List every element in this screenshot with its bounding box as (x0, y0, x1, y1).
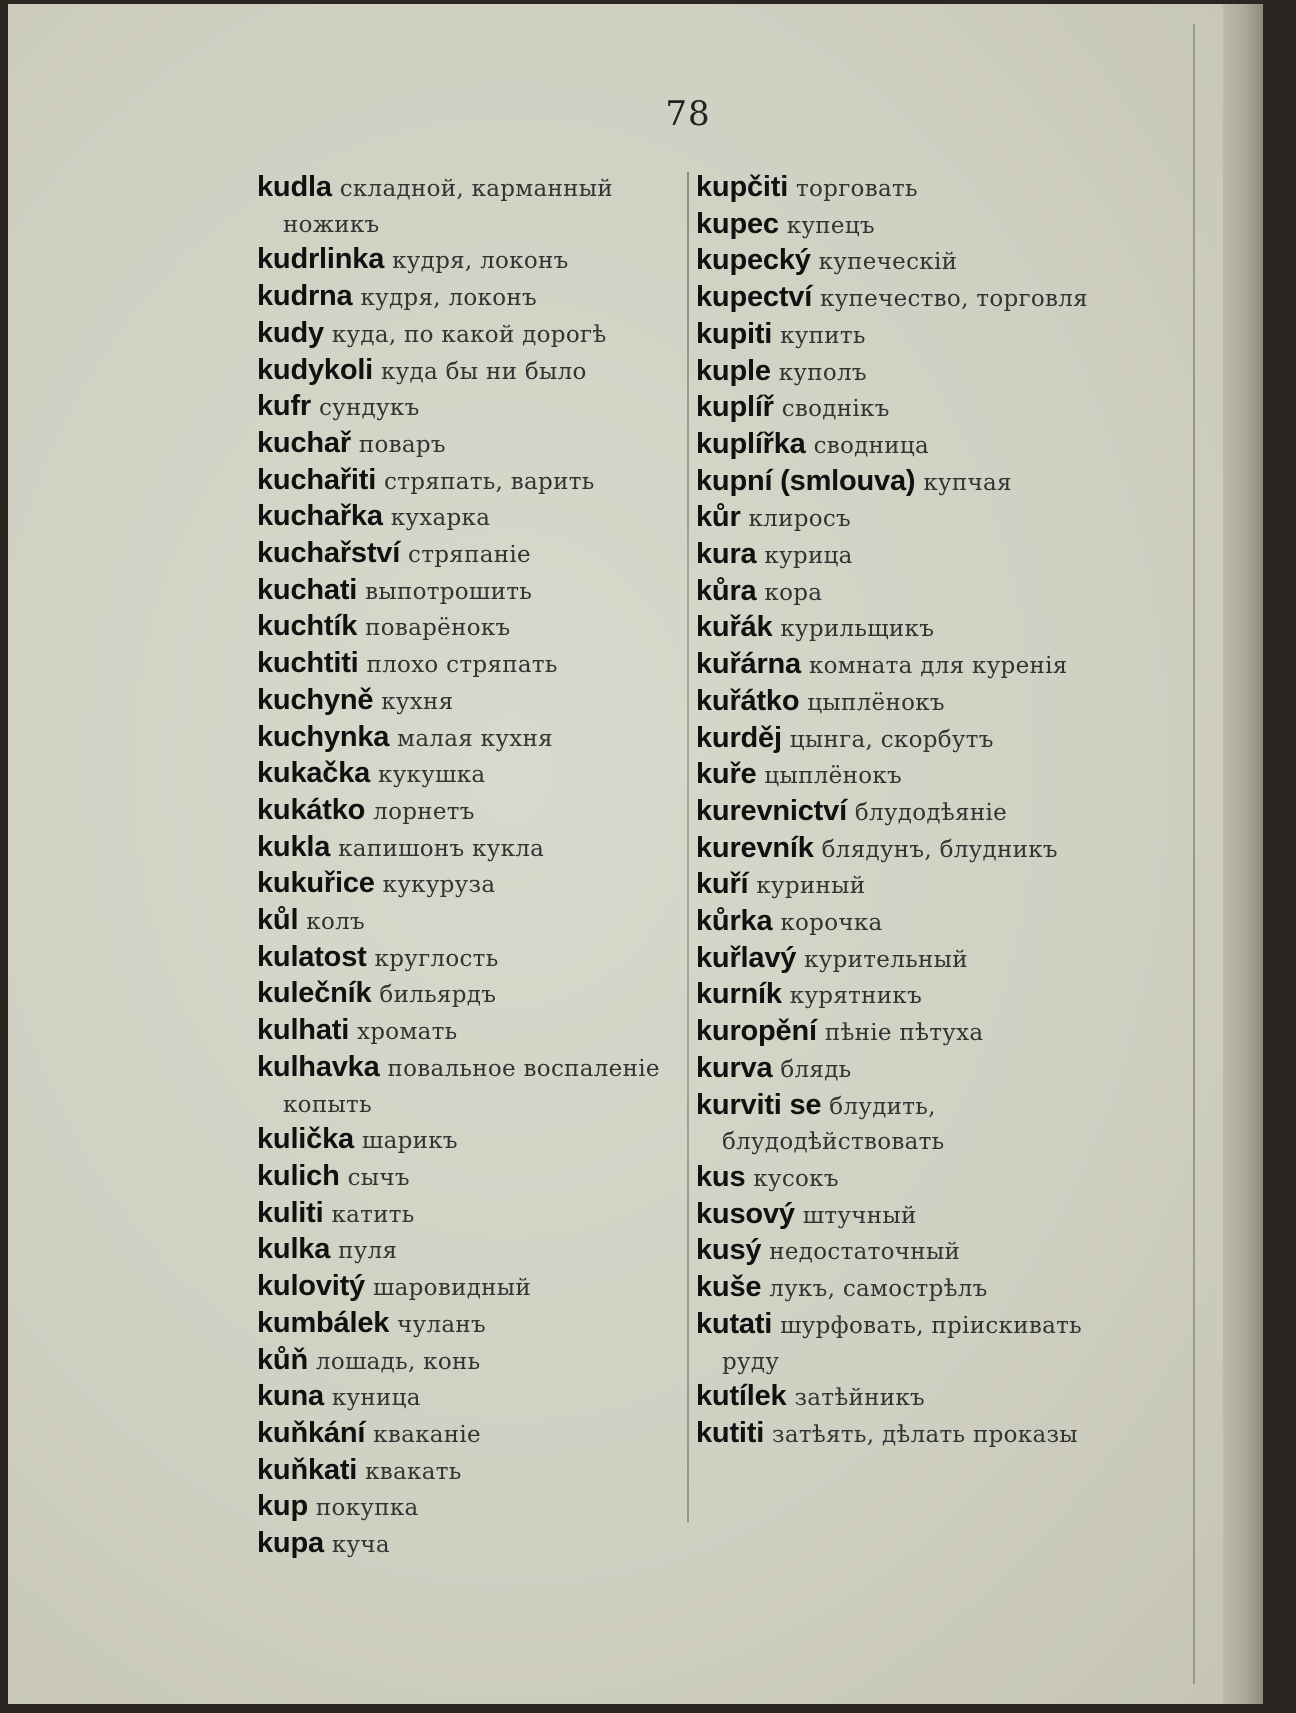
entry-translation: кора (764, 579, 823, 606)
entry-translation: куча (331, 1532, 390, 1559)
dictionary-entry (696, 574, 1116, 611)
dictionary-entry (257, 426, 679, 463)
entry-headword: kůl (257, 904, 299, 937)
entry-headword: kuchař (257, 426, 351, 459)
entry-translation: стряпаніе (408, 542, 531, 569)
entry-translation: кукушка (378, 762, 486, 789)
entry-headword: kutati (696, 1307, 773, 1340)
entry-headword: kuře (696, 758, 757, 791)
dictionary-entry (257, 1122, 679, 1159)
dictionary-entry (257, 830, 679, 867)
dictionary-entry (257, 866, 679, 903)
entry-translation: корочка (780, 910, 883, 937)
entry-translation: лорнетъ (373, 798, 475, 825)
entry-headword: kuňkati (257, 1453, 358, 1486)
dictionary-entry (696, 904, 1116, 941)
entry-translation: купечество, торговля (820, 286, 1088, 313)
entry-headword: kuchařka (257, 500, 383, 533)
entry-translation: повальное воспаленіе копыть (283, 1055, 660, 1118)
dictionary-entry (257, 903, 679, 940)
dictionary-entry (257, 1013, 679, 1050)
entry-translation: поваръ (358, 431, 446, 458)
dictionary-entry (696, 721, 1116, 758)
dictionary-entry (696, 207, 1116, 244)
entry-headword: kutílek (696, 1380, 787, 1413)
entry-translation: куриный (756, 873, 866, 900)
entry-translation: цынга, скорбутъ (789, 726, 994, 753)
entry-headword: kuchyně (257, 683, 374, 716)
entry-headword: kuchati (257, 573, 358, 606)
dictionary-entry (696, 610, 1116, 647)
entry-headword: kusový (696, 1197, 795, 1230)
entry-headword: kuchtík (257, 610, 358, 643)
entry-translation: курятникъ (789, 983, 923, 1010)
entry-translation: пѣніе пѣтуха (824, 1020, 984, 1047)
dictionary-entry (696, 831, 1116, 868)
entry-headword: kurevník (696, 831, 814, 864)
entry-headword: kupectví (696, 281, 813, 314)
dictionary-entry (257, 1489, 679, 1526)
entry-headword: kuří (696, 868, 749, 901)
page-fold-line (1193, 24, 1195, 1684)
dictionary-entry (257, 976, 679, 1013)
entry-translation: складной, карманный ножикъ (283, 176, 613, 238)
entry-translation: куница (331, 1385, 421, 1412)
entry-translation: своднікъ (781, 396, 890, 423)
entry-headword: kutiti (696, 1416, 765, 1449)
entry-headword: kuchařství (257, 537, 401, 570)
dictionary-entry (696, 464, 1116, 501)
entry-headword: kurník (696, 978, 782, 1011)
dictionary-entry (257, 1232, 679, 1269)
entry-headword: kůra (696, 574, 757, 607)
entry-headword: kuliti (257, 1196, 324, 1229)
entry-translation: квакать (365, 1458, 462, 1485)
entry-headword: kůr (696, 501, 741, 534)
dictionary-entry (696, 1088, 1116, 1160)
dictionary-entry (257, 720, 679, 757)
entry-headword: kuňkání (257, 1416, 366, 1449)
entry-translation: шурфовать, пріискивать руду (722, 1312, 1082, 1375)
entry-translation: кукуруза (382, 872, 496, 899)
entry-translation: стряпать, варить (384, 468, 595, 495)
entry-translation: кудря, локонъ (360, 285, 537, 312)
entry-headword: kuna (257, 1380, 324, 1413)
dictionary-entry (257, 1306, 679, 1343)
dictionary-entry (696, 684, 1116, 721)
dictionary-entry (257, 389, 679, 426)
dictionary-entry (696, 243, 1116, 280)
dictionary-entry (696, 390, 1116, 427)
entry-headword: kulich (257, 1159, 340, 1192)
dictionary-entry (696, 867, 1116, 904)
entry-headword: kuřárna (696, 648, 801, 681)
dictionary-entry (257, 646, 679, 683)
dictionary-entry (696, 1416, 1116, 1453)
entry-headword: kudla (257, 171, 332, 203)
entry-translation: хромать (357, 1019, 458, 1046)
entry-headword: kůrka (696, 905, 773, 938)
entry-headword: kudrlinka (257, 243, 385, 276)
entry-headword: kulička (257, 1123, 354, 1156)
dictionary-entry (257, 1159, 679, 1196)
dictionary-entry (257, 1269, 679, 1306)
dictionary-entry (257, 609, 679, 646)
entry-headword: kuše (696, 1271, 762, 1304)
entry-translation: шаровидный (372, 1275, 532, 1302)
dictionary-entry (696, 500, 1116, 537)
entry-translation: курильщикъ (780, 616, 935, 643)
entry-headword: kupní (smlouva) (696, 464, 916, 497)
entry-headword: kupec (696, 207, 779, 240)
entry-headword: kupčiti (696, 171, 789, 203)
entry-headword: kupa (257, 1527, 324, 1560)
entry-translation: блудодѣяніе (854, 799, 1008, 826)
entry-translation: сычъ (347, 1164, 410, 1191)
entry-translation: выпотрошить (365, 578, 533, 605)
dictionary-entry (257, 536, 679, 573)
dictionary-entry (696, 1160, 1116, 1197)
entry-translation: сводница (813, 432, 929, 459)
entry-translation: торговать (796, 176, 918, 202)
entry-headword: kupiti (696, 317, 773, 350)
entry-headword: kůň (257, 1343, 308, 1376)
entry-translation: колъ (306, 909, 365, 936)
dictionary-entry (696, 1051, 1116, 1088)
entry-translation: куполъ (778, 359, 867, 386)
dictionary-entry (257, 316, 679, 353)
entry-translation: кухня (381, 688, 454, 715)
entry-translation: купецъ (786, 212, 875, 239)
entry-headword: kumbálek (257, 1306, 390, 1339)
entry-headword: kudy (257, 316, 324, 349)
entry-translation: бильярдъ (379, 982, 497, 1009)
entry-headword: kukačka (257, 757, 371, 790)
entry-translation: шарикъ (361, 1128, 458, 1155)
dictionary-entry (257, 793, 679, 830)
entry-translation: катить (331, 1201, 415, 1228)
dictionary-entry (257, 1196, 679, 1233)
dictionary-entry (257, 279, 679, 316)
entry-translation: пуля (338, 1238, 398, 1265)
entry-translation: покупка (315, 1495, 419, 1522)
entry-headword: kudykoli (257, 353, 374, 386)
dictionary-entry (696, 427, 1116, 464)
entry-translation: круглость (374, 945, 499, 972)
entry-headword: kukátko (257, 793, 366, 826)
dictionary-entry (696, 280, 1116, 317)
entry-headword: kukla (257, 830, 331, 863)
dictionary-entry (257, 1453, 679, 1490)
dictionary-entry (257, 1526, 679, 1563)
entry-translation: лошадь, конь (315, 1348, 481, 1375)
entry-translation: кудря, локонъ (392, 248, 569, 275)
entry-headword: kuropění (696, 1015, 817, 1048)
dictionary-entry (696, 1270, 1116, 1307)
left-column (257, 170, 679, 1563)
entry-headword: kudrna (257, 280, 353, 313)
entry-translation: кусокъ (753, 1165, 839, 1192)
entry-translation: клиросъ (748, 506, 851, 533)
entry-headword: kulhavka (257, 1050, 380, 1083)
entry-headword: kulatost (257, 940, 367, 973)
dictionary-entry (696, 647, 1116, 684)
dictionary-entry (696, 1379, 1116, 1416)
entry-translation: блудить, блудодѣйствовать (722, 1093, 945, 1156)
entry-translation: цыплёнокъ (807, 689, 945, 716)
entry-translation: затѣять, дѣлать проказы (772, 1421, 1078, 1448)
entry-headword: kuřák (696, 611, 773, 644)
entry-headword: kuplíř (696, 391, 774, 424)
entry-translation: купеческій (818, 249, 958, 276)
entry-headword: kuplířka (696, 427, 806, 460)
dictionary-entry (696, 941, 1116, 978)
entry-headword: kulovitý (257, 1270, 365, 1303)
entry-translation: плохо стряпать (366, 652, 558, 679)
dictionary-entry (696, 354, 1116, 391)
entry-translation: штучный (802, 1202, 917, 1229)
dictionary-entry (696, 757, 1116, 794)
entry-translation: курица (764, 543, 853, 570)
dictionary-entry (257, 940, 679, 977)
dictionary-entry (696, 1014, 1116, 1051)
dictionary-entry (696, 794, 1116, 831)
dictionary-entry (257, 683, 679, 720)
dictionary-entry (696, 1233, 1116, 1270)
entry-headword: kurva (696, 1051, 773, 1084)
entry-translation: капишонъ кукла (338, 835, 545, 862)
entry-headword: kura (696, 538, 757, 571)
page-spine-edge (1223, 4, 1263, 1704)
entry-translation: сундукъ (318, 395, 420, 422)
entry-translation: малая кухня (397, 725, 553, 752)
book-page (8, 4, 1263, 1704)
entry-translation: блядунъ, блудникъ (821, 836, 1058, 863)
dictionary-entry (696, 317, 1116, 354)
dictionary-entry (696, 537, 1116, 574)
entry-headword: kurděj (696, 721, 782, 754)
entry-headword: kuřlavý (696, 941, 797, 974)
entry-headword: kus (696, 1160, 746, 1193)
dictionary-entry (257, 170, 679, 242)
entry-translation: кваканіе (373, 1421, 481, 1448)
entry-headword: kuple (696, 354, 771, 387)
dictionary-entry (696, 977, 1116, 1014)
entry-translation: купить (780, 322, 866, 349)
entry-translation: комната для куренія (808, 653, 1068, 680)
dictionary-entry (257, 353, 679, 390)
entry-translation: затѣйникъ (794, 1385, 925, 1412)
dictionary-entry (257, 756, 679, 793)
dictionary-entry (257, 1416, 679, 1453)
dictionary-entry (257, 499, 679, 536)
entry-headword: kulka (257, 1233, 331, 1266)
column-divider (687, 172, 689, 1522)
dictionary-entry (696, 170, 1116, 207)
entry-headword: kuchařiti (257, 463, 377, 496)
entry-translation: чуланъ (397, 1311, 486, 1338)
page-number: 78 (665, 94, 711, 134)
entry-translation: цыплёнокъ (764, 763, 902, 790)
entry-translation: кухарка (390, 505, 491, 532)
entry-headword: kusý (696, 1234, 762, 1267)
entry-translation: купчая (923, 469, 1012, 496)
entry-headword: kup (257, 1490, 308, 1523)
entry-translation: куда, по какой дорогѣ (331, 321, 607, 348)
right-column (696, 170, 1116, 1453)
dictionary-entry (257, 463, 679, 500)
dictionary-entry (696, 1197, 1116, 1234)
entry-translation: лукъ, самострѣлъ (769, 1276, 988, 1303)
entry-headword: kurevnictví (696, 794, 847, 827)
entry-headword: kuchynka (257, 720, 390, 753)
dictionary-entry (257, 573, 679, 610)
entry-translation: недостаточный (769, 1239, 961, 1266)
entry-headword: kufr (257, 390, 311, 423)
entry-headword: kulečník (257, 977, 372, 1010)
dictionary-entry (257, 1050, 679, 1122)
dictionary-entry (257, 1343, 679, 1380)
entry-headword: kulhati (257, 1014, 350, 1047)
entry-headword: kuchtiti (257, 647, 359, 680)
entry-headword: kuřátko (696, 684, 800, 717)
entry-translation: куда бы ни было (381, 358, 587, 385)
entry-translation: блядь (780, 1056, 852, 1083)
dictionary-entry (696, 1307, 1116, 1379)
entry-headword: kupecký (696, 244, 811, 277)
entry-headword: kukuřice (257, 867, 375, 900)
entry-translation: курительный (804, 946, 968, 973)
entry-translation: поварёнокъ (365, 615, 511, 642)
dictionary-entry (257, 1379, 679, 1416)
dictionary-entry (257, 242, 679, 279)
entry-headword: kurviti se (696, 1088, 822, 1121)
